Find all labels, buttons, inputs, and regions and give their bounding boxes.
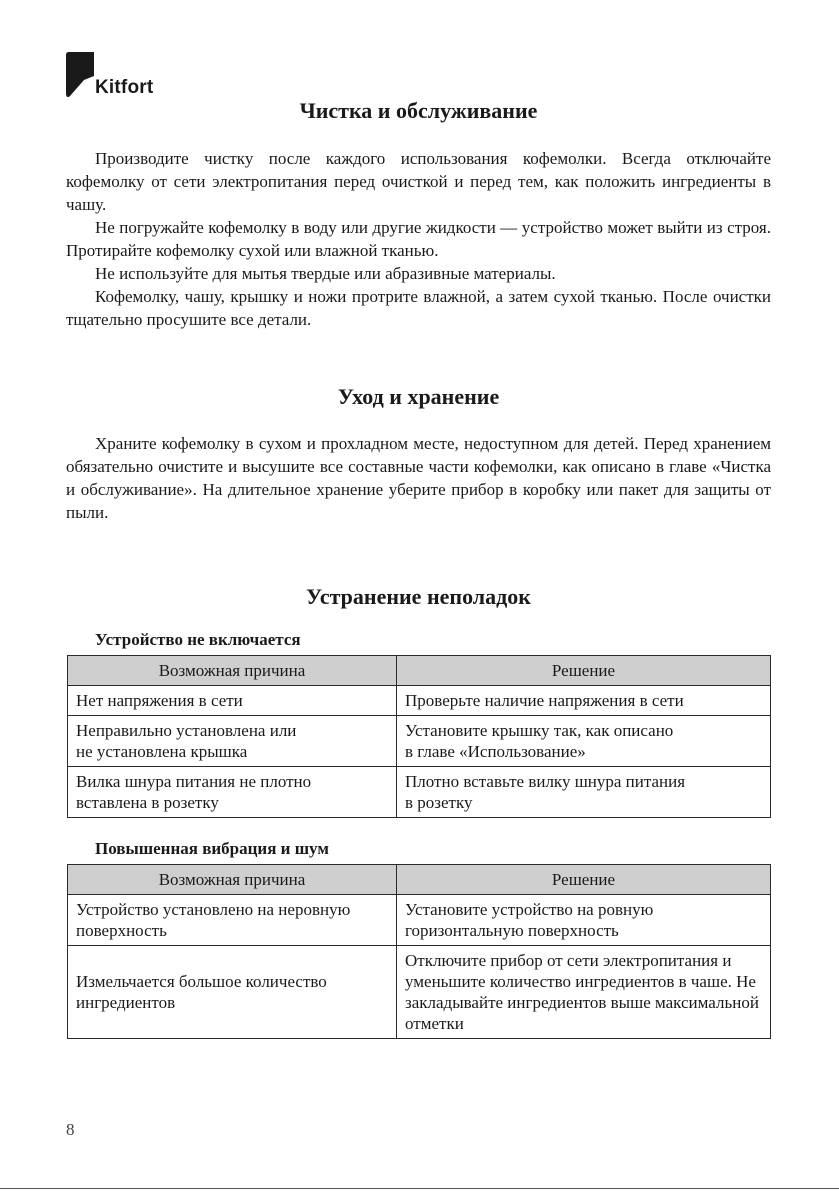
solution-cell: Установите крышку так, как описано в главе «Использование» xyxy=(397,716,771,767)
storage-text xyxy=(66,432,771,524)
page-number: 8 xyxy=(66,1120,75,1139)
cause-cell: Устройство установлено на неровную поверхность xyxy=(68,895,397,946)
table-row xyxy=(68,767,771,818)
troubleshooting-title: Устранение неполадок xyxy=(306,584,531,609)
header-solution: Решение xyxy=(397,865,771,895)
table-row xyxy=(68,716,771,767)
solution-cell: Установите устройство на ровную горизонтальную поверхность xyxy=(397,895,771,946)
table-header-row xyxy=(68,656,771,686)
brand-name: Kitfort xyxy=(95,77,154,98)
cleaning-text xyxy=(66,147,771,331)
cause-cell: Нет напряжения в сети xyxy=(68,686,397,716)
table-row xyxy=(68,895,771,946)
cleaning-paragraph: Производите чистку после каждого использования кофемолки. Всегда отключайте кофемолку от сети электропитания перед очисткой и перед тем, как положить ингредиенты в чашу. xyxy=(66,149,771,214)
table-row xyxy=(68,946,771,1039)
header-solution: Решение xyxy=(397,656,771,686)
solution-cell: Плотно вставьте вилку шнура питания в розетку xyxy=(397,767,771,818)
cleaning-title: Чистка и обслуживание xyxy=(299,98,538,123)
troubleshooting-table-vibration xyxy=(67,864,771,1039)
troubleshooting-table-power xyxy=(67,655,771,818)
storage-paragraph: Храните кофемолку в сухом и прохладном месте, недоступном для детей. Перед хранением обязательно очистите и высушите все составные части кофемолки, как описано в главе «Чистка и обслуживание». На длительное хранение уберите прибор в коробку или пакет для защиты от пыли. xyxy=(66,434,771,522)
kitfort-logo-icon xyxy=(66,52,94,98)
kitfort-logo xyxy=(66,52,186,100)
storage-title: Уход и хранение xyxy=(337,384,500,409)
solution-cell: Отключите прибор от сети электропитания и уменьшите количество ингредиентов в чаше. Не закладывайте ингредиентов выше максимальной отметки xyxy=(397,946,771,1039)
cleaning-paragraph: Не используйте для мытья твердые или абразивные материалы. xyxy=(95,264,556,283)
cause-cell: Вилка шнура питания не плотно вставлена в розетку xyxy=(68,767,397,818)
table-subtitle-power: Устройство не включается xyxy=(95,630,301,649)
table-subtitle-vibration: Повышенная вибрация и шум xyxy=(95,839,329,858)
cause-cell: Неправильно установлена или не установлена крышка xyxy=(68,716,397,767)
header-cause: Возможная причина xyxy=(68,865,397,895)
table-row xyxy=(68,686,771,716)
page-bottom-rule xyxy=(0,1188,839,1189)
solution-cell: Проверьте наличие напряжения в сети xyxy=(397,686,771,716)
cleaning-paragraph: Не погружайте кофемолку в воду или другие жидкости — устройство может выйти из строя. Протирайте кофемолку сухой или влажной тканью. xyxy=(66,218,771,260)
header-cause: Возможная причина xyxy=(68,656,397,686)
cleaning-paragraph: Кофемолку, чашу, крышку и ножи протрите влажной, а затем сухой тканью. После очистки тщательно просушите все детали. xyxy=(66,287,771,329)
cause-cell: Измельчается большое количество ингредиентов xyxy=(68,946,397,1039)
table-header-row xyxy=(68,865,771,895)
